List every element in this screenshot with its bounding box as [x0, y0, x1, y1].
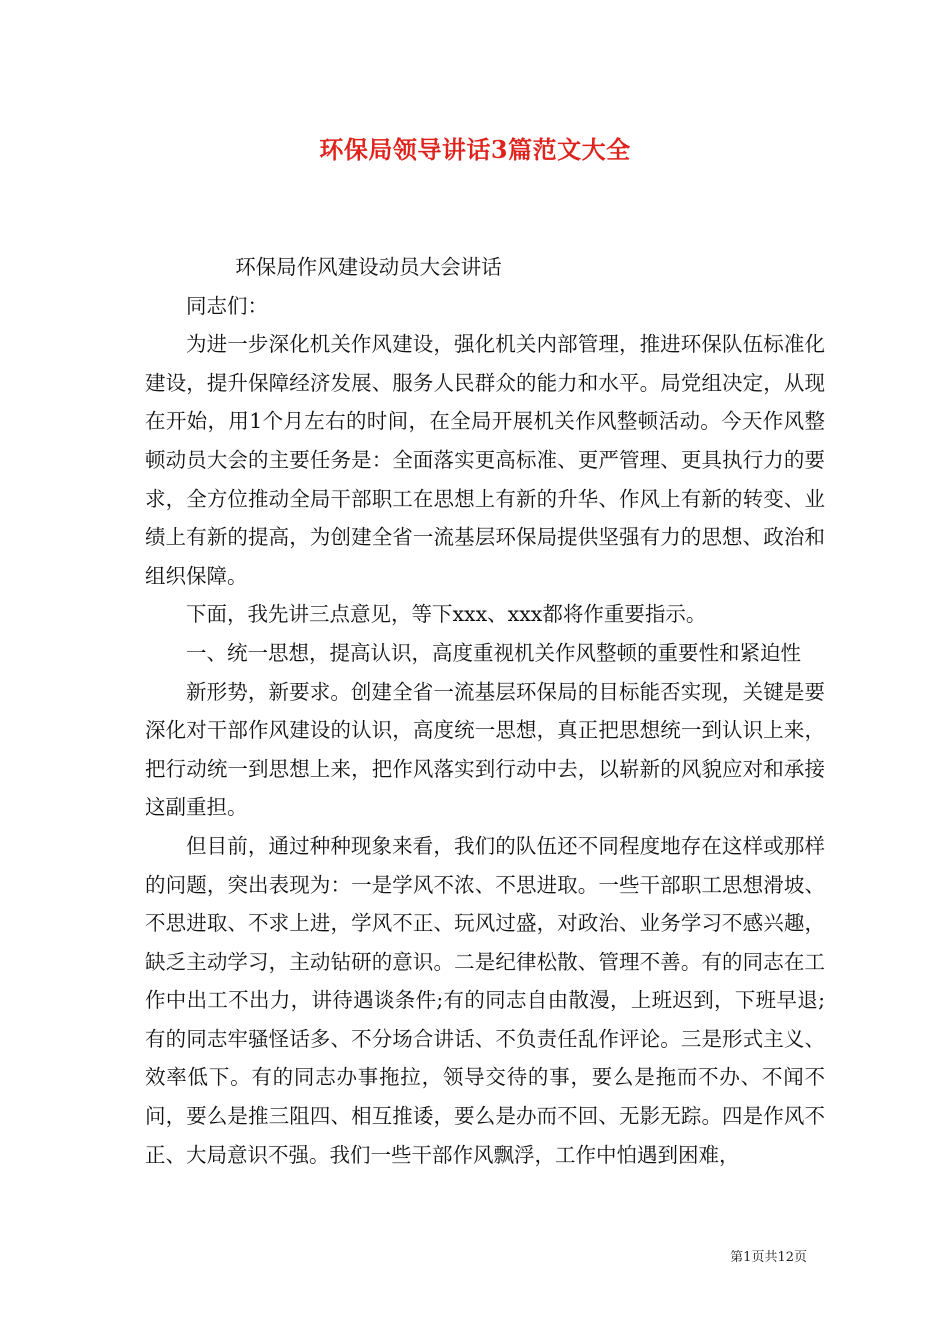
- paragraph: 下面，我先讲三点意见，等下xxx、xxx都将作重要指示。: [186, 602, 707, 627]
- speech-subtitle: 环保局作风建设动员大会讲话: [235, 255, 502, 279]
- paragraph: 为进一步深化机关作风建设，强化机关内部管理，推进环保队伍标准化建设，提升保障经济发展、服务人民群众的能力和水平。局党组决定，从现在开始，用1个月左右的时间，在全局开展机关作风整顿活动。今天作风整顿动员大会的主要任务是：全面落实更高标准、更严管理、更具执行力的要求，全方位推动全局干部职工在思想上有新的升华、作风上有新的转变、业绩上有新的提高，为创建全省一流基层环保局提供坚强有力的思想、政治和组织保障。: [145, 332, 825, 588]
- page-number-footer: 第1页共12页: [730, 1250, 807, 1265]
- document-body: [145, 248, 825, 1174]
- paragraph: 新形势，新要求。创建全省一流基层环保局的目标能否实现，关键是要深化对干部作风建设的认识，高度统一思想，真正把思想统一到认识上来，把行动统一到思想上来，把作风落实到行动中去，以崭新的风貌应对和承接这副重担。: [145, 679, 825, 820]
- paragraph: 但目前，通过种种现象来看，我们的队伍还不同程度地存在这样或那样的问题，突出表现为：一是学风不浓、不思进取。一些干部职工思想滑坡、不思进取、不求上进，学风不正、玩风过盛，对政治、业务学习不感兴趣，缺乏主动学习，主动钻研的意识。二是纪律松散、管理不善。有的同志在工作中出工不出力，讲待遇谈条件;有的同志自由散漫，上班迟到，下班早退;有的同志牢骚怪话多、不分场合讲话、不负责任乱作评论。三是形式主义、效率低下。有的同志办事拖拉，领导交待的事，要么是拖而不办、不闻不问，要么是推三阻四、相互推诿，要么是办而不回、无影无踪。四是作风不正、大局意识不强。我们一些干部作风飘浮，工作中怕遇到困难，: [145, 833, 825, 1167]
- paragraph: 一、统一思想，提高认识，高度重视机关作风整顿的重要性和紧迫性: [186, 640, 801, 665]
- paragraph: 同志们：: [186, 293, 268, 318]
- document-title: 环保局领导讲话3篇范文大全: [319, 135, 631, 164]
